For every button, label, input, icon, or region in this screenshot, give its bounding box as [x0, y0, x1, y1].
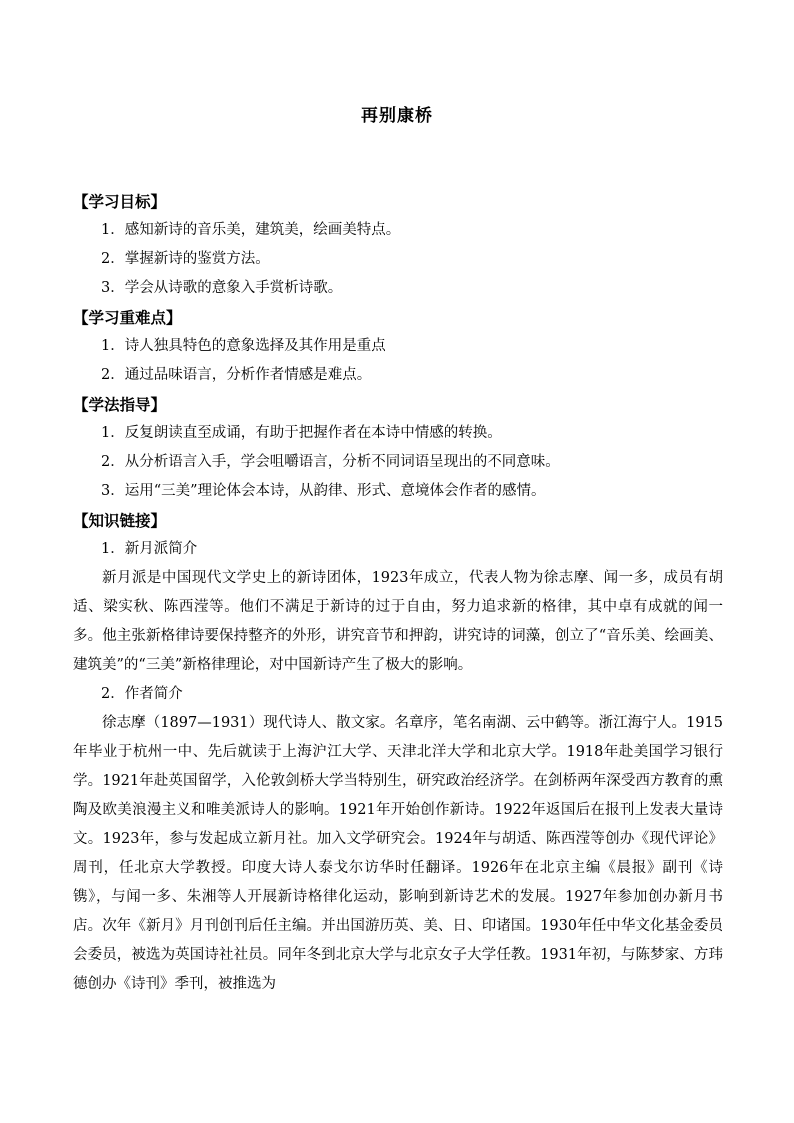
section-heading-goals: 【学习目标】	[73, 192, 167, 211]
section-heading-keypoints: 【学习重难点】	[73, 308, 182, 327]
list-item: 2．从分析语言入手，学会咀嚼语言，分析不同词语呈现出的不同意味。	[101, 454, 560, 470]
list-item: 3．运用“三美”理论体会本诗，从韵律、形式、意境体会作者的感情。	[101, 483, 546, 499]
subsection-heading-author: 2．作者简介	[101, 686, 183, 702]
list-item: 1．诗人独具特色的意象选择及其作用是重点	[101, 338, 386, 354]
section-heading-method: 【学法指导】	[73, 395, 167, 414]
list-item: 3．学会从诗歌的意象入手赏析诗歌。	[101, 280, 343, 296]
list-item: 2．掌握新诗的鉴赏方法。	[101, 251, 270, 267]
list-item: 1．反复朗读直至成诵，有助于把握作者在本诗中情感的转换。	[101, 425, 502, 441]
subsection-heading-xinyue: 1．新月派简介	[101, 541, 198, 557]
list-item: 2．通过品味语言，分析作者情感是难点。	[101, 367, 372, 383]
document-body	[73, 187, 723, 999]
paragraph-xinyue: 新月派是中国现代文学史上的新诗团体，1923年成立，代表人物为徐志摩、闻一多，成员有胡适、梁实秋、陈西滢等。他们不满足于新诗的过于自由，努力追求新的格律，其中卓有成就的闻一多。他主张新格律诗要保持整齐的外形，讲究音节和押韵，讲究诗的词藻，创立了“音乐美、绘画美、建筑美”的“三美”新格律理论，对中国新诗产生了极大的影响。	[73, 570, 723, 673]
page-title: 再别康桥	[361, 106, 433, 126]
section-heading-knowledge: 【知识链接】	[73, 511, 167, 530]
paragraph-author: 徐志摩（1897—1931）现代诗人、散文家。名章序，笔名南湖、云中鹤等。浙江海宁人。1915年毕业于杭州一中、先后就读于上海沪江大学、天津北洋大学和北京大学。1918年赴美国学习银行学。1921年赴英国留学，入伦敦剑桥大学当特别生，研究政治经济学。在剑桥两年深受西方教育的熏陶及欧美浪漫主义和唯美派诗人的影响。1921年开始创作新诗。1922年返国后在报刊上发表大量诗文。1923年，参与发起成立新月社。加入文学研究会。1924年与胡适、陈西滢等创办《现代评论》周刊，任北京大学教授。印度大诗人泰戈尔访华时任翻译。1926年在北京主编《晨报》副刊《诗镌》，与闻一多、朱湘等人开展新诗格律化运动，影响到新诗艺术的发展。1927年参加创办新月书店。次年《新月》月刊创刊后任主编。并出国游历英、美、日、印诸国。1930年任中华文化基金委员会委员，被选为英国诗社社员。同年冬到北京大学与北京女子大学任教。1931年初，与陈梦家、方玮德创办《诗刊》季刊，被推选为	[73, 715, 723, 992]
list-item: 1．感知新诗的音乐美，建筑美，绘画美特点。	[101, 222, 401, 238]
